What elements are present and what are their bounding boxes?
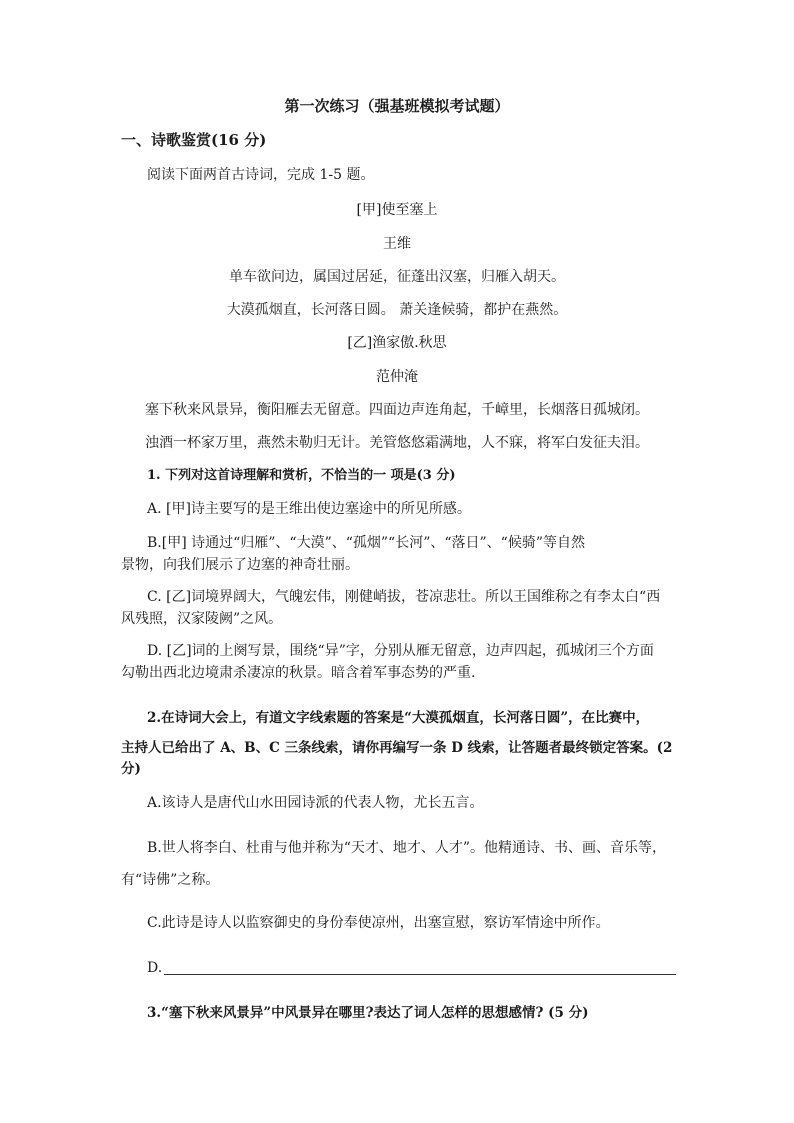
question-2-clue-b: B.世人将李白、杜甫与他并称为“天才、地才、人才”。他精通诗、书、画、音乐等， — [147, 840, 667, 856]
question-1-stem: 1. 下列对这首诗理解和赏析，不恰当的一 项是(3 分) — [147, 468, 456, 483]
question-2-clue-c: C.此诗是诗人以监察御史的身份奉使凉州，出塞宣慰，察访军情途中所作。 — [147, 915, 610, 931]
poem-b-title: [乙]渔家傲.秋思 — [347, 335, 447, 351]
question-2-stem-cont: 主持人已给出了 A、B、C 三条线索，请你再编写一条 D 线索，让答题者最终锁定答案。(2 — [121, 740, 673, 756]
instruction-text: 阅读下面两首古诗词，完成 1-5 题。 — [147, 167, 375, 183]
question-1-option-d-cont: 勾勒出西北边境肃杀凄凉的秋景。暗含着军事态势的严重. — [121, 665, 476, 681]
question-2-clue-d — [147, 958, 676, 978]
poem-b-line: 浊酒一杯家万里，燕然未勒归无计。羌管悠悠霜满地，人不寐，将军白发征夫泪。 — [145, 435, 649, 451]
question-2-stem-cont: 分) — [121, 761, 141, 777]
poem-a-author: 王维 — [383, 236, 411, 252]
poem-b-author: 范仲淹 — [376, 369, 418, 385]
question-2-clue-a: A.该诗人是唐代山水田园诗派的代表人物，尤长五言。 — [147, 795, 484, 811]
section-heading: 一、诗歌鉴赏(16 分) — [121, 131, 267, 149]
question-1-option-c: C. [乙]词境界阔大，气魄宏伟，刚健峭拔，苍凉悲壮。所以王国维称之有李太白“西 — [147, 589, 661, 605]
poem-b-line: 塞下秋来风景异，衡阳雁去无留意。四面边声连角起，千嶂里，长烟落日孤城闭。 — [145, 402, 649, 418]
answer-blank-line[interactable] — [164, 960, 676, 975]
question-1-option-b-cont: 景物，向我们展示了边塞的神奇壮丽。 — [121, 557, 359, 573]
clue-d-label: D. — [147, 960, 163, 976]
poem-a-line: 大漠孤烟直，长河落日圆。 萧关逢候骑，都护在燕然。 — [226, 302, 568, 318]
page-title: 第一次练习（强基班模拟考试题） — [284, 97, 510, 115]
question-3-stem: 3.“塞下秋来风景异”中风景异在哪里?表达了词人怎样的思想感情? (5 分) — [147, 1005, 589, 1021]
question-1-option-a: A. [甲]诗主要写的是王维出使边塞途中的所见所感。 — [147, 501, 471, 517]
question-1-option-b: B.[甲] 诗通过“归雁”、“大漠”、“孤烟”“长河”、“落日”、“候骑”等自然 — [147, 535, 585, 551]
question-1-option-d: D. [乙]词的上阕写景，围绕“异”字，分别从雁无留意，边声四起，孤城闭三个方面 — [147, 643, 654, 659]
poem-a-title: [甲]使至塞上 — [356, 202, 438, 218]
poem-a-line: 单车欲问边，属国过居延，征蓬出汉塞，归雁入胡天。 — [229, 269, 565, 285]
question-2-stem: 2.在诗词大会上，有道文字线索题的答案是“大漠孤烟直，长河落日圆”，在比赛中， — [147, 710, 650, 726]
question-1-option-c-cont: 风残照，汉家陵阙”之风。 — [121, 611, 283, 627]
question-2-clue-b-cont: 有“诗佛”之称。 — [121, 872, 220, 888]
